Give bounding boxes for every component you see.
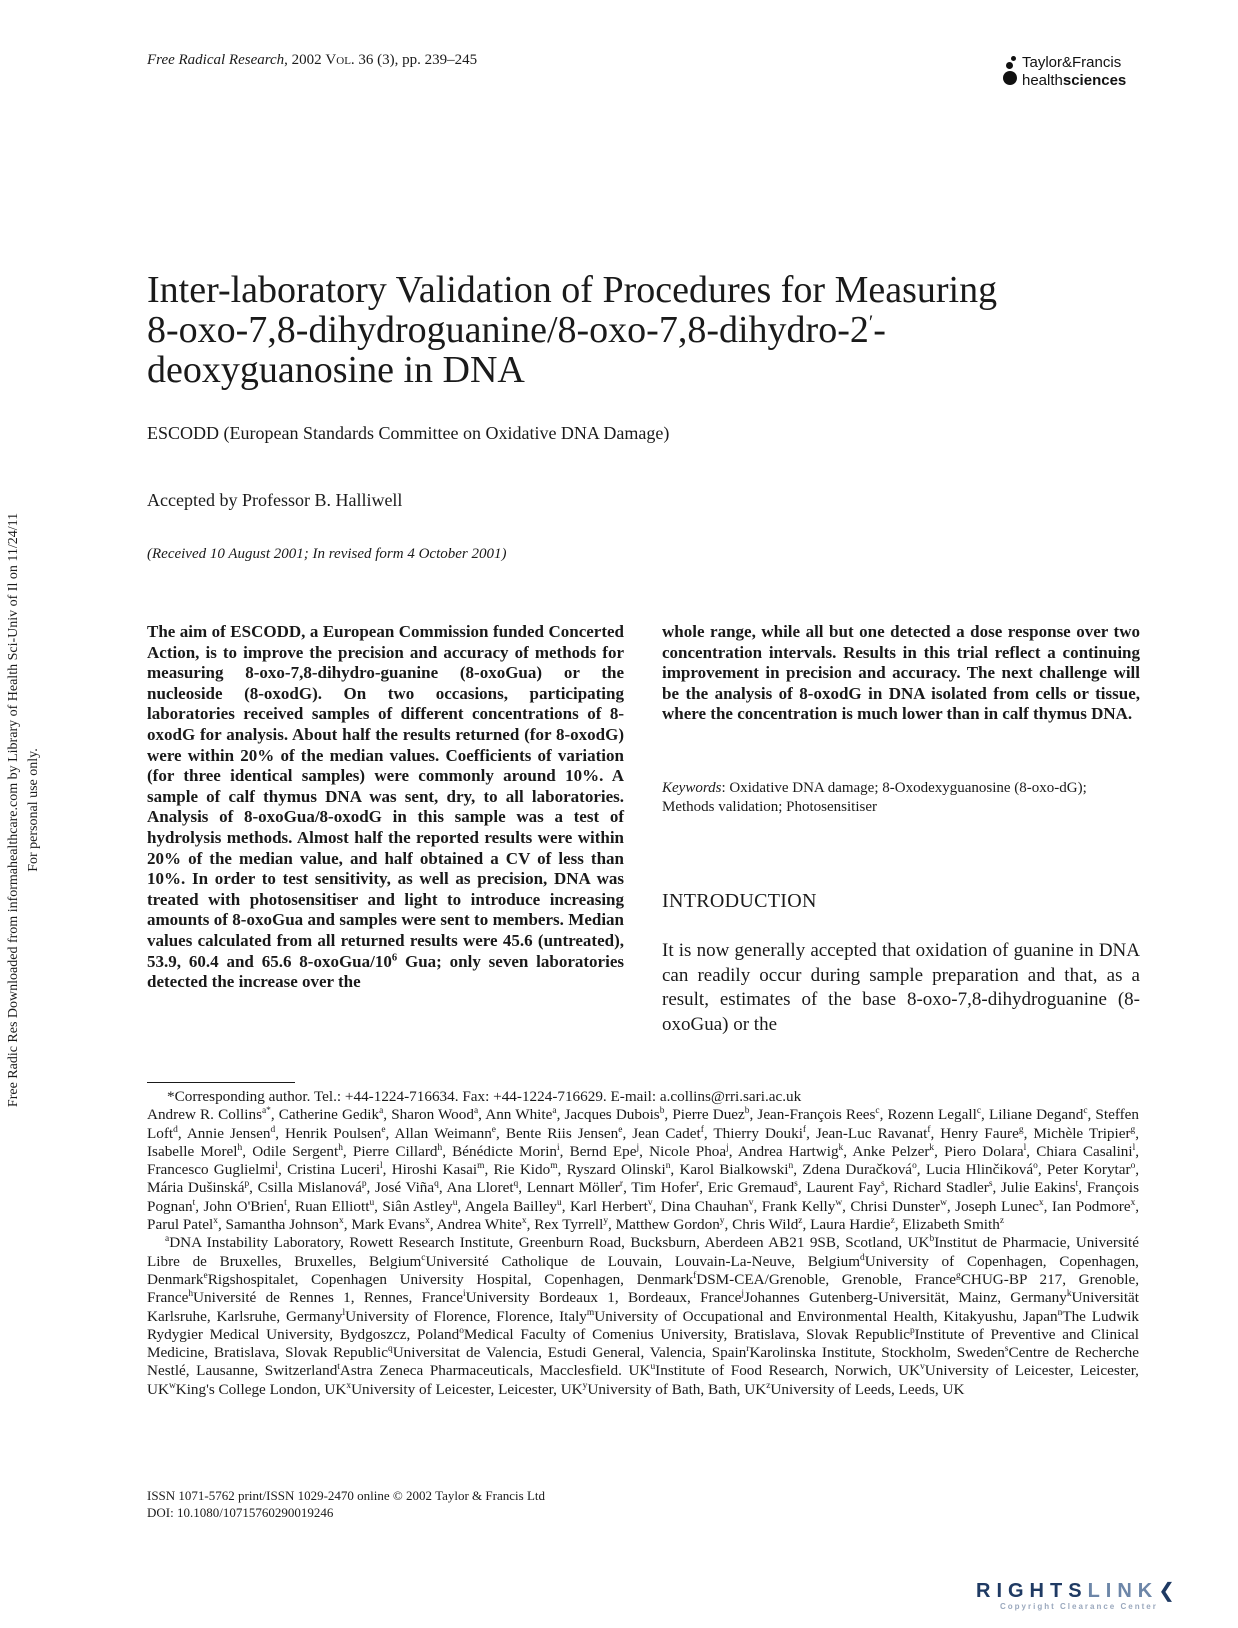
- watermark-line2: For personal use only.: [26, 748, 41, 872]
- affiliation-text: King's College London, UK: [175, 1380, 347, 1398]
- author-affiliation-marker: y: [603, 1216, 609, 1227]
- author-name: Matthew Gordon: [615, 1216, 720, 1234]
- affiliation-marker: a: [165, 1234, 170, 1245]
- author-affiliation-marker: v: [647, 1197, 653, 1208]
- affiliation-text: Universität Karlsruhe, Karlsruhe, Germany: [147, 1289, 1139, 1325]
- affiliation-marker: p: [909, 1325, 915, 1336]
- journal-name: Free Radical Research: [147, 52, 285, 68]
- author-affiliation-marker: e: [618, 1124, 623, 1135]
- author-name: Cristina Luceri: [287, 1161, 381, 1179]
- author-name: Chris Wild: [732, 1216, 799, 1234]
- author-name: Ann White: [485, 1106, 553, 1124]
- author-affiliation-marker: o: [1033, 1161, 1038, 1172]
- author-name: Andrew R. Collins: [147, 1106, 262, 1124]
- affiliation-text: DSM-CEA/Grenoble, Grenoble, France: [696, 1270, 957, 1288]
- author-name: Elizabeth Smith: [902, 1216, 1000, 1234]
- author-name: Piero Dolara: [944, 1142, 1024, 1160]
- author-name: Nicole Phoa: [649, 1142, 727, 1160]
- rightslink-logo: [976, 1578, 1198, 1614]
- author-name: Ian Podmore: [1051, 1197, 1131, 1215]
- author-affiliation-marker: u: [452, 1197, 458, 1208]
- affiliation-marker: y: [582, 1380, 588, 1391]
- author-affiliation-marker: l: [275, 1161, 279, 1172]
- affiliation-text: University of Copenhagen, Copenhagen, Denmark: [147, 1252, 1139, 1288]
- affiliation-text: University of Florence, Florence, Italy: [345, 1307, 587, 1325]
- author-affiliation-marker: f: [700, 1124, 704, 1135]
- author-affiliation-marker: x: [1038, 1197, 1044, 1208]
- affiliation-list: [147, 1234, 1139, 1399]
- author-name: Chiara Casalini: [1036, 1142, 1133, 1160]
- author-name: José Viña: [374, 1179, 435, 1197]
- author-name: Henrik Poulsen: [285, 1124, 382, 1142]
- rightslink-subtitle: Copyright Clearance Center: [1000, 1602, 1158, 1611]
- author-name: Lennart Möller: [526, 1179, 620, 1197]
- affiliation-marker: t: [337, 1362, 340, 1373]
- author-name: Rozenn Legall: [887, 1106, 977, 1124]
- author-name: Anke Pelzer: [852, 1142, 930, 1160]
- author-affiliation-marker: o: [1130, 1161, 1136, 1172]
- title-line3: deoxyguanosine in DNA: [147, 349, 525, 391]
- affiliation-text: Institute of Food Research, Norwich, UK: [655, 1362, 921, 1380]
- author-affiliation-marker: x: [213, 1216, 218, 1227]
- author-affiliation-marker: l: [1132, 1142, 1136, 1153]
- author-name: Joseph Lunec: [955, 1197, 1039, 1215]
- keywords-text: : Oxidative DNA damage; 8-Oxodexyguanosine (8-oxo-dG); Methods validation; Photosensitiser: [662, 780, 1087, 815]
- author-affiliation-marker: d: [173, 1124, 178, 1135]
- affiliation-marker: j: [741, 1289, 745, 1300]
- author-affiliation-marker: f: [927, 1124, 931, 1135]
- affiliation-text: DNA Instability Laboratory, Rowett Research Institute, Greenburn Road, Bucksburn, Aberdeen AB21 9SB, Scotland, UK: [169, 1234, 930, 1252]
- author-affiliation-marker: u: [369, 1197, 375, 1208]
- author-affiliation-marker: p: [361, 1179, 367, 1190]
- affiliation-marker: u: [650, 1362, 656, 1373]
- author-name: Francesco Guglielmi: [147, 1161, 276, 1179]
- author-affiliation-marker: n: [788, 1161, 794, 1172]
- issn-line: ISSN 1071-5762 print/ISSN 1029-2470 online © 2002 Taylor & Francis Ltd: [147, 1488, 545, 1503]
- author-name: Andrea White: [436, 1216, 522, 1234]
- article-title: [147, 270, 1107, 390]
- author-name: Bente Riis Jensen: [505, 1124, 619, 1142]
- affiliation-marker: d: [860, 1252, 865, 1263]
- author-name: Bénédicte Morin: [452, 1142, 558, 1160]
- author-affiliation-marker: z: [798, 1216, 803, 1227]
- author-name: Mark Evans: [351, 1216, 426, 1234]
- affiliation-text: CHUG-BP 217, Grenoble, France: [147, 1270, 1139, 1307]
- author-name: Thierry Douki: [713, 1124, 803, 1142]
- author-affiliation-marker: r: [619, 1179, 624, 1190]
- author-name: Mária Dušinská: [147, 1179, 245, 1197]
- author-affiliation-marker: a: [379, 1106, 384, 1117]
- affiliation-text: Karolinska Institute, Stockholm, Sweden: [749, 1344, 1005, 1362]
- affiliation-marker: r: [746, 1344, 750, 1355]
- affiliation-marker: e: [203, 1270, 208, 1281]
- author-name: Chrisi Dunster: [850, 1197, 941, 1215]
- author-name: Angela Bailley: [464, 1197, 558, 1215]
- introduction-paragraph: It is now generally accepted that oxidation of guanine in DNA can readily occur during sample preparation and that, as a result, estimates of the base 8-oxo-7,8-dihydroguanine (8-oxoGua) or the: [662, 940, 1140, 1035]
- publisher-line2: healthsciences: [1022, 72, 1127, 89]
- affiliation-marker: m: [586, 1307, 595, 1318]
- author-name: Jean-Luc Ravanat: [815, 1124, 928, 1142]
- affiliation-text: University of Occupational and Environmental Health, Kitakyushu, Japan: [594, 1307, 1058, 1325]
- author-affiliation-marker: q: [434, 1179, 439, 1190]
- doi-line: DOI: 10.1080/10715760290019246: [147, 1504, 334, 1520]
- author-affiliation-marker: k: [929, 1142, 935, 1153]
- affiliation-marker: q: [388, 1344, 393, 1355]
- affiliation-text: Astra Zeneca Pharmaceuticals, Macclesfield. UK: [339, 1362, 651, 1380]
- issn-doi: [147, 1488, 545, 1521]
- author-name: Julie Eakins: [1000, 1179, 1076, 1197]
- author-name: Siân Astley: [382, 1197, 453, 1215]
- author-name: Eric Gremaud: [707, 1179, 795, 1197]
- rightslink-wordmark: RIGHTSLINK❮: [976, 1580, 1175, 1602]
- author-affiliation-marker: v: [748, 1197, 754, 1208]
- author-name: Karl Herbert: [569, 1197, 648, 1215]
- keywords: [662, 779, 1140, 817]
- author-affiliation-marker: m: [477, 1161, 485, 1172]
- abstract-column-left: The aim of ESCODD, a European Commission funded Concerted Action, is to improve the precision and accuracy of methods for measuring 8-oxo-7,8-dihydro-guanine (8-oxoGua) or the nucleoside (8-oxodG). On two occasions, participating laboratories received samples of different concentrations of 8-oxodG for analysis. About half the results returned (for 8-oxodG) were within 20% of the median values. Coefficients of variation (for three identical samples) were commonly around 10%. A sample of calf thymus DNA was sent, dry, to all laboratories. Analysis of 8-oxoGua/8-oxodG in this sample was a test of hydrolysis methods. Almost half the reported results were within 20% of the median value, and half obtained a CV of less than 10%. In order to test sensitivity, as well as precision, DNA was treated with photosensitiser and light to introduce increasing amounts of 8-oxoGua and samples were sent to members. Median values calculated from all returned results were 45.6 (untreated), 53.9, 60.4 and 65.6 $8-oxoGua/10^6$ Gua; only seven laboratories detected the increase over the: [147, 622, 624, 992]
- author-name: Dina Chauhan: [660, 1197, 749, 1215]
- author-name: Jacques Dubois: [564, 1106, 660, 1124]
- author-name: Allan Weimann: [394, 1124, 492, 1142]
- publisher-wordmark: [1022, 54, 1126, 90]
- author-affiliation-marker: b: [744, 1106, 750, 1117]
- affiliation-text: University of Leicester, Leicester, UK: [147, 1362, 1139, 1398]
- journal-volume-label: Vol.: [325, 52, 355, 68]
- author-affiliation-marker: e: [381, 1124, 386, 1135]
- author-name: Odile Sergent: [252, 1142, 339, 1160]
- author-affiliation-marker: t: [1075, 1179, 1079, 1190]
- affiliation-marker: s: [1004, 1344, 1009, 1355]
- affiliation-marker: o: [459, 1325, 464, 1336]
- author-affiliation-marker: g: [1018, 1124, 1024, 1135]
- author-name: John O'Brien: [203, 1197, 285, 1215]
- author-affiliation-marker: l: [1023, 1142, 1027, 1153]
- author-affiliation-marker: j: [726, 1142, 729, 1153]
- affiliation-text: Medical Faculty of Comenius University, Bratislava, Slovak Republic: [463, 1325, 910, 1343]
- affiliation-text: University of Leeds, Leeds, UK: [770, 1380, 965, 1398]
- affiliation-text: Rigshospitalet, Copenhagen University Hospital, Copenhagen, Denmark: [207, 1270, 694, 1288]
- affiliation-text: Université Catholique de Louvain, Louvain-La-Neuve, Belgium: [425, 1252, 861, 1270]
- affiliation-marker: g: [956, 1270, 961, 1281]
- author-affiliation-marker: k: [838, 1142, 844, 1153]
- affiliation-text: Centre de Recherche Nestlé, Lausanne, Switzerland: [147, 1344, 1139, 1380]
- author-name: Andrea Hartwig: [737, 1142, 839, 1160]
- journal-volume-pages: 36 (3), pp. 239–245: [354, 52, 478, 68]
- affiliation-text: Université de Rennes 1, Rennes, France: [193, 1289, 463, 1307]
- author-affiliation-marker: z: [999, 1216, 1005, 1227]
- affiliation-marker: x: [346, 1380, 352, 1391]
- author-affiliation-marker: c: [976, 1106, 982, 1117]
- affiliation-marker: z: [766, 1380, 771, 1391]
- author-affiliation-marker: c: [1083, 1106, 1088, 1117]
- author-affiliation-marker: a: [473, 1106, 479, 1117]
- author-name: Liliane Degand: [988, 1106, 1084, 1124]
- abstract-exponent: 6: [391, 951, 398, 963]
- affiliation-marker: v: [920, 1362, 925, 1373]
- affiliation-marker: l: [342, 1307, 346, 1318]
- author-name: François Pognan: [147, 1179, 1140, 1215]
- affiliation-marker: k: [1066, 1289, 1072, 1300]
- publisher-dots-icon: [1002, 56, 1022, 90]
- affiliation-marker: c: [421, 1252, 426, 1263]
- footnotes: [147, 1088, 1139, 1399]
- author-name: Annie Jensen: [186, 1124, 271, 1142]
- author-affiliation-marker: t: [284, 1197, 287, 1208]
- corresponding-author-note: *Corresponding author. Tel.: +44-1224-716634. Fax: +44-1224-716629. E-mail: a.collins@rri.sari.ac.uk: [167, 1088, 802, 1105]
- author-name: Tim Hofer: [631, 1179, 697, 1197]
- author-affiliation-marker: f: [802, 1124, 807, 1135]
- title-line1: Inter-laboratory Validation of Procedures for Measuring: [147, 269, 998, 311]
- author-name: Richard Stadler: [893, 1179, 989, 1197]
- author-name: Parul Patel: [147, 1216, 214, 1234]
- author-name: Ryszard Olinski: [566, 1161, 666, 1179]
- author-name: Pierre Duez: [672, 1106, 745, 1124]
- author-affiliation-marker: a: [552, 1106, 557, 1117]
- author-affiliation-marker: c: [875, 1106, 880, 1117]
- author-name: Ana Lloret: [446, 1179, 514, 1197]
- author-affiliation-marker: x: [521, 1216, 527, 1227]
- author-list: Andrew R. Collins$^{a*}$, Catherine Gedik$^a$, Sharon Wood$^a$, Ann White$^a$, Jacques Dubois$^b$, Pierre Duez$^b$, Jean-François Rees$^c$, Rozenn Legall$^c$, Liliane Degand$^c$, Steffen Loft$^d$, Annie Jensen$^d$, Henrik Poulsen$^e$, Allan Weimann$^e$, Bente Riis Jensen$^e$, Jean Cadet$^f$, Thierry Douki$^f$, Jean-Luc Ravanat$^f$, Henry Faure$^g$, Michèle Tripier$^g$, Isabelle Morel$^h$, Odile Sergent$^h$, Pierre Cillard$^h$, Bénédicte Morin$^i$, Bernd Epe$^j$, Nicole Phoa$^j$, Andrea Hartwig$^k$, Anke Pelzer$^k$, Piero Dolara$^l$, Chiara Casalini$^l$, Francesco Guglielmi$^l$, Cristina Luceri$^l$, Hiroshi Kasai$^m$, Rie Kido$^m$, Ryszard Olinski$^n$, Karol Bialkowski$^n$, Zdena Duračková$^o$, Lucia Hlinčiková$^o$, Peter Korytar$^o$, Mária Dušinská$^p$, Csilla Mislanová$^p$, José Viña$^q$, Ana Lloret$^q$, Lennart Möller$^r$, Tim Hofer$^r$, Eric Gremaud$^s$, Laurent Fay$^s$, Richard Stadler$^s$, Julie Eakins$^t$, François Pognan$^t$, John O'Brien$^t$, Ruan Elliott$^u$, Siân Astley$^u$, Angela Bailley$^u$, Karl Herbert$^v$, Dina Chauhan$^v$, Frank Kelly$^w$, Chrisi Dunster$^w$, Joseph Lunec$^x$, Ian Podmore$^x$, Parul Patel$^x$, Samantha Johnson$^x$, Mark Evans$^x$, Andrea White$^x$, Rex Tyrrell$^y$, Matthew Gordon$^y$, Chris Wild$^z$, Laura Hardie$^z$, Elizabeth Smith$^z$: [147, 1106, 1140, 1234]
- author-affiliation-marker: i: [557, 1142, 560, 1153]
- title-line2: 8-oxo-7,8-dihydroguanine/8-oxo-7,8-dihydro-2′-: [147, 309, 886, 351]
- journal-citation: [147, 52, 477, 69]
- affiliation-text: Universitat de Valencia, Estudi General, Valencia, Spain: [392, 1344, 747, 1362]
- author-affiliation-marker: b: [659, 1106, 665, 1117]
- author-name: Lucia Hlinčiková: [925, 1161, 1034, 1179]
- affiliation-text: Johannes Gutenberg-Universität, Mainz, Germany: [744, 1289, 1067, 1307]
- author-affiliation-marker: p: [244, 1179, 250, 1190]
- journal-year: , 2002: [284, 52, 326, 68]
- footnote-divider: [147, 1082, 295, 1083]
- author-name: Ruan Elliott: [294, 1197, 370, 1215]
- author-affiliation-marker: l: [380, 1161, 383, 1172]
- author-name: Hiroshi Kasai: [391, 1161, 478, 1179]
- affiliation-marker: n: [1057, 1307, 1063, 1318]
- publisher-logo: [1002, 54, 1152, 94]
- author-name: Csilla Mislanová: [257, 1179, 362, 1197]
- introduction-heading: INTRODUCTION: [662, 890, 817, 912]
- author-name: Samantha Johnson: [225, 1216, 340, 1234]
- author-affiliation-marker: x: [339, 1216, 344, 1227]
- author-name: Peter Korytar: [1046, 1161, 1131, 1179]
- author-affiliation-marker: y: [719, 1216, 725, 1227]
- affiliation-marker: w: [168, 1380, 176, 1391]
- author-affiliation-marker: m: [550, 1161, 558, 1172]
- author-name: Laurent Fay: [806, 1179, 881, 1197]
- author-name: Jean-François Rees: [757, 1106, 876, 1124]
- author-name: Pierre Cillard: [352, 1142, 438, 1160]
- received-dates: (Received 10 August 2001; In revised form 4 October 2001): [147, 546, 507, 562]
- author-affiliation-marker: s: [880, 1179, 885, 1190]
- author-name: Karol Bialkowski: [679, 1161, 789, 1179]
- author-affiliation-marker: z: [890, 1216, 895, 1227]
- author-affiliation-marker: q: [513, 1179, 519, 1190]
- author-name: Rie Kido: [493, 1161, 551, 1179]
- author-affiliation-marker: r: [696, 1179, 700, 1190]
- author-affiliation-marker: h: [237, 1142, 243, 1153]
- author-name: Henry Faure: [940, 1124, 1019, 1142]
- author-affiliation-marker: x: [425, 1216, 430, 1227]
- author-affiliation-marker: s: [988, 1179, 993, 1190]
- affiliation-marker: f: [693, 1270, 697, 1281]
- author-name: Jean Cadet: [632, 1124, 701, 1142]
- affiliation-text: University of Bath, Bath, UK: [587, 1380, 767, 1398]
- author-name: Steffen Loft: [147, 1106, 1140, 1142]
- author-name: Rex Tyrrell: [534, 1216, 604, 1234]
- affiliation-text: Institute of Preventive and Clinical Medicine, Bratislava, Slovak Republic: [147, 1325, 1139, 1362]
- author-affiliation-marker: u: [557, 1197, 562, 1208]
- author-affiliation-marker: e: [491, 1124, 496, 1135]
- author-committee: ESCODD (European Standards Committee on Oxidative DNA Damage): [147, 423, 670, 443]
- accepted-by: Accepted by Professor B. Halliwell: [147, 490, 403, 510]
- author-name: Zdena Duračková: [802, 1161, 913, 1179]
- affiliation-text: The Ludwik Rydygier Medical University, Bydgoszcz, Poland: [147, 1307, 1139, 1343]
- author-name: Sharon Wood: [391, 1106, 474, 1124]
- author-affiliation-marker: n: [665, 1161, 671, 1172]
- author-affiliation-marker: h: [437, 1142, 443, 1153]
- author-name: Isabelle Morel: [147, 1142, 238, 1160]
- author-affiliation-marker: d: [270, 1124, 276, 1135]
- author-affiliation-marker: h: [338, 1142, 343, 1153]
- author-affiliation-marker: w: [835, 1197, 843, 1208]
- download-watermark: [2, 460, 46, 1160]
- abstract-column-right: whole range, while all but one detected a dose response over two concentration intervals. Results in this trial reflect a continuing improvement in precision and accuracy. The next challenge will be the analysis of 8-oxodG in DNA isolated from cells or tissue, where the concentration is much lower than in calf thymus DNA.: [662, 622, 1140, 724]
- author-affiliation-marker: j: [636, 1142, 640, 1153]
- affiliation-text: Institut de Pharmacie, Université Libre de Bruxelles, Bruxelles, Belgium: [147, 1234, 1139, 1270]
- publisher-line1: Taylor&Francis: [1022, 54, 1122, 71]
- author-affiliation-marker: o: [912, 1161, 917, 1172]
- author-affiliation-marker: a*: [261, 1106, 271, 1117]
- keywords-label: Keywords: [662, 780, 722, 796]
- author-name: Frank Kelly: [761, 1197, 836, 1215]
- author-affiliation-marker: s: [794, 1179, 798, 1190]
- author-name: Catherine Gedik: [278, 1106, 380, 1124]
- author-name: Bernd Epe: [569, 1142, 637, 1160]
- affiliation-marker: b: [929, 1234, 935, 1245]
- affiliation-text: University Bordeaux 1, Bordeaux, France: [465, 1289, 742, 1307]
- author-affiliation-marker: g: [1130, 1124, 1136, 1135]
- author-name: Michèle Tripier: [1033, 1124, 1131, 1142]
- affiliation-text: University of Leicester, Leicester, UK: [351, 1380, 583, 1398]
- watermark-line1: Free Radic Res Downloaded from informahealthcare.com by Library of Health Sci-Univ of Il on 11/24/11: [6, 512, 21, 1108]
- affiliation-marker: h: [188, 1289, 194, 1300]
- affiliation-marker: i: [462, 1289, 466, 1300]
- author-affiliation-marker: x: [1130, 1197, 1136, 1208]
- author-affiliation-marker: w: [940, 1197, 947, 1208]
- author-name: Laura Hardie: [810, 1216, 891, 1234]
- author-affiliation-marker: t: [192, 1197, 196, 1208]
